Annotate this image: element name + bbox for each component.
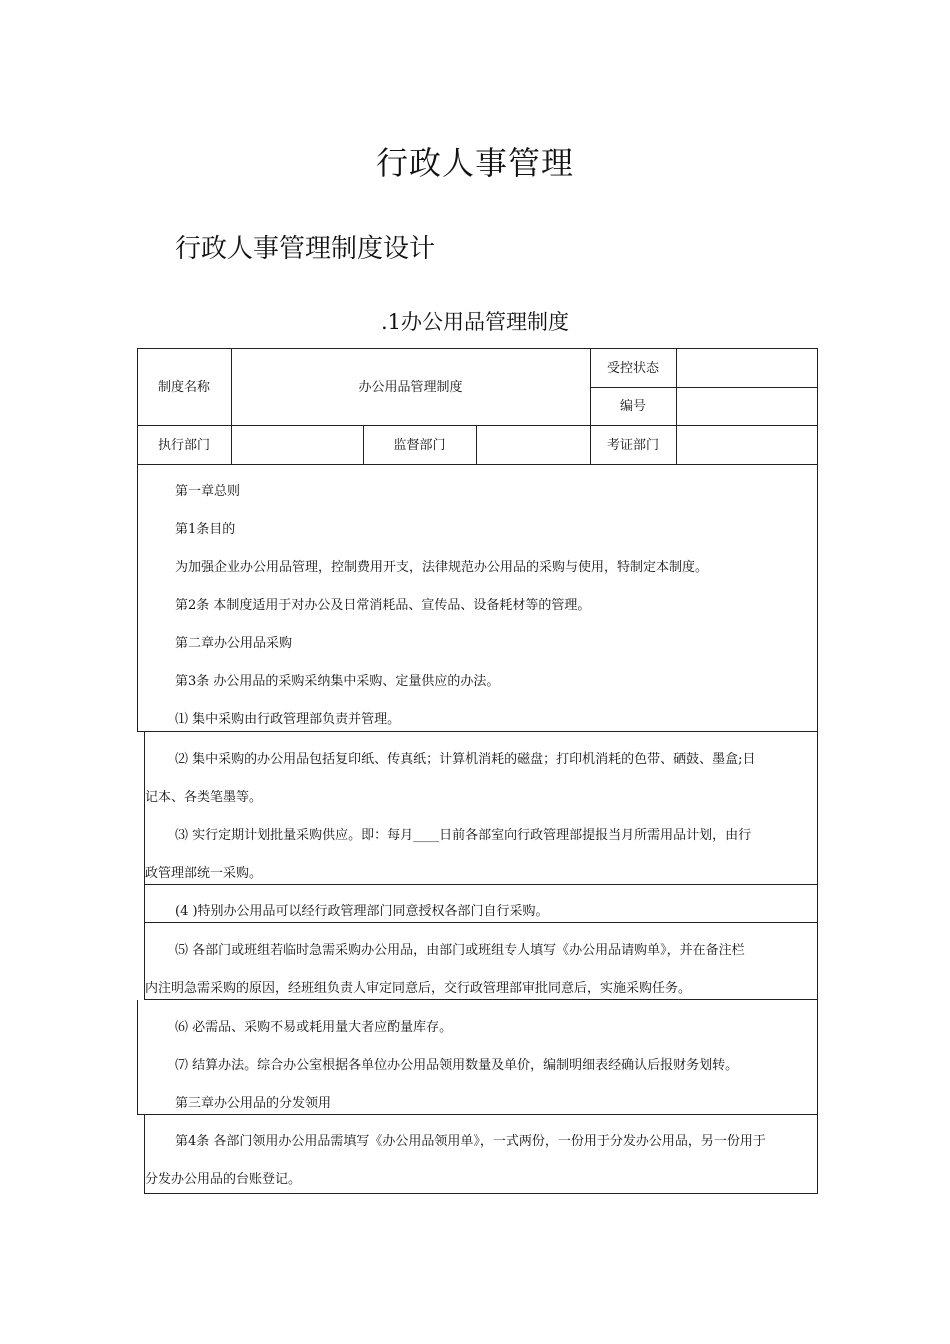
policy-name-value: 办公用品管理制度 [358, 380, 463, 395]
item-7-text: ⑺ 结算办法。综合办公室根据各单位办公用品领用数量及单价，编制明细表经确认后报财务划转。 [175, 1058, 739, 1073]
item-3-text-line1: ⑶ 实行定期计划批量采购供应。即：每月____日前各部室向行政管理部提报当月所需用品计划，由行 [175, 828, 752, 843]
verify-dept-label: 考证部门 [606, 438, 659, 453]
item-4-text: (4 )特别办公用品可以经行政管理部门同意授权各部门自行采购。 [175, 904, 549, 919]
document-title: 行政人事管理 [375, 144, 574, 182]
exec-dept-label: 执行部门 [157, 438, 210, 453]
article-4-text-line2: 分发办公用品的台账登记。 [145, 1172, 302, 1187]
item-2-text-line2: 记本、各类笔墨等。 [145, 790, 263, 805]
item-6-text: ⑹ 必需品、采购不易或耗用量大者应酌量库存。 [175, 1020, 453, 1035]
article-3-text: 第3条 办公用品的采购采纳集中采购、定量供应的办法。 [175, 674, 500, 689]
chapter-1-heading: 第一章总则 [175, 484, 241, 499]
policy-name-label: 制度名称 [157, 380, 210, 395]
chapter-3-heading: 第三章办公用品的分发领用 [175, 1096, 332, 1111]
item-3-text-line2: 政管理部统一采购。 [145, 866, 263, 881]
subsection-title: .1办公用品管理制度 [380, 310, 570, 334]
item-2-text-line1: ⑵ 集中采购的办公用品包括复印纸、传真纸；计算机消耗的磁盘；打印机消耗的色带、硒鼓、墨盒;日 [175, 752, 756, 767]
number-label: 编号 [619, 399, 646, 414]
item-5-text-line1: ⑸ 各部门或班组若临时急需采购办公用品，由部门或班组专人填写《办公用品请购单》，并在备注栏 [175, 943, 745, 958]
item-5-text-line2: 内注明急需采购的原因，经班组负责人审定同意后，交行政管理部审批同意后，实施采购任务。 [145, 981, 692, 996]
article-4-text-line1: 第4条 各部门领用办公用品需填写《办公用品领用单》，一式两份，一份用于分发办公用品，另一份用于 [175, 1134, 766, 1149]
control-status-label: 受控状态 [606, 361, 659, 376]
item-1-text: ⑴ 集中采购由行政管理部负责并管理。 [175, 712, 401, 727]
article-2-text: 第2条 本制度适用于对办公及日常消耗品、宣传品、设备耗材等的管理。 [175, 598, 591, 613]
article-1-text: 为加强企业办公用品管理，控制费用开支，法律规范办公用品的采购与使用，特制定本制度。 [175, 560, 709, 575]
supervise-dept-label: 监督部门 [393, 438, 446, 453]
chapter-2-heading: 第二章办公用品采购 [175, 636, 293, 651]
article-1-heading: 第1条目的 [175, 522, 236, 537]
section-title: 行政人事管理制度设计 [175, 234, 436, 264]
